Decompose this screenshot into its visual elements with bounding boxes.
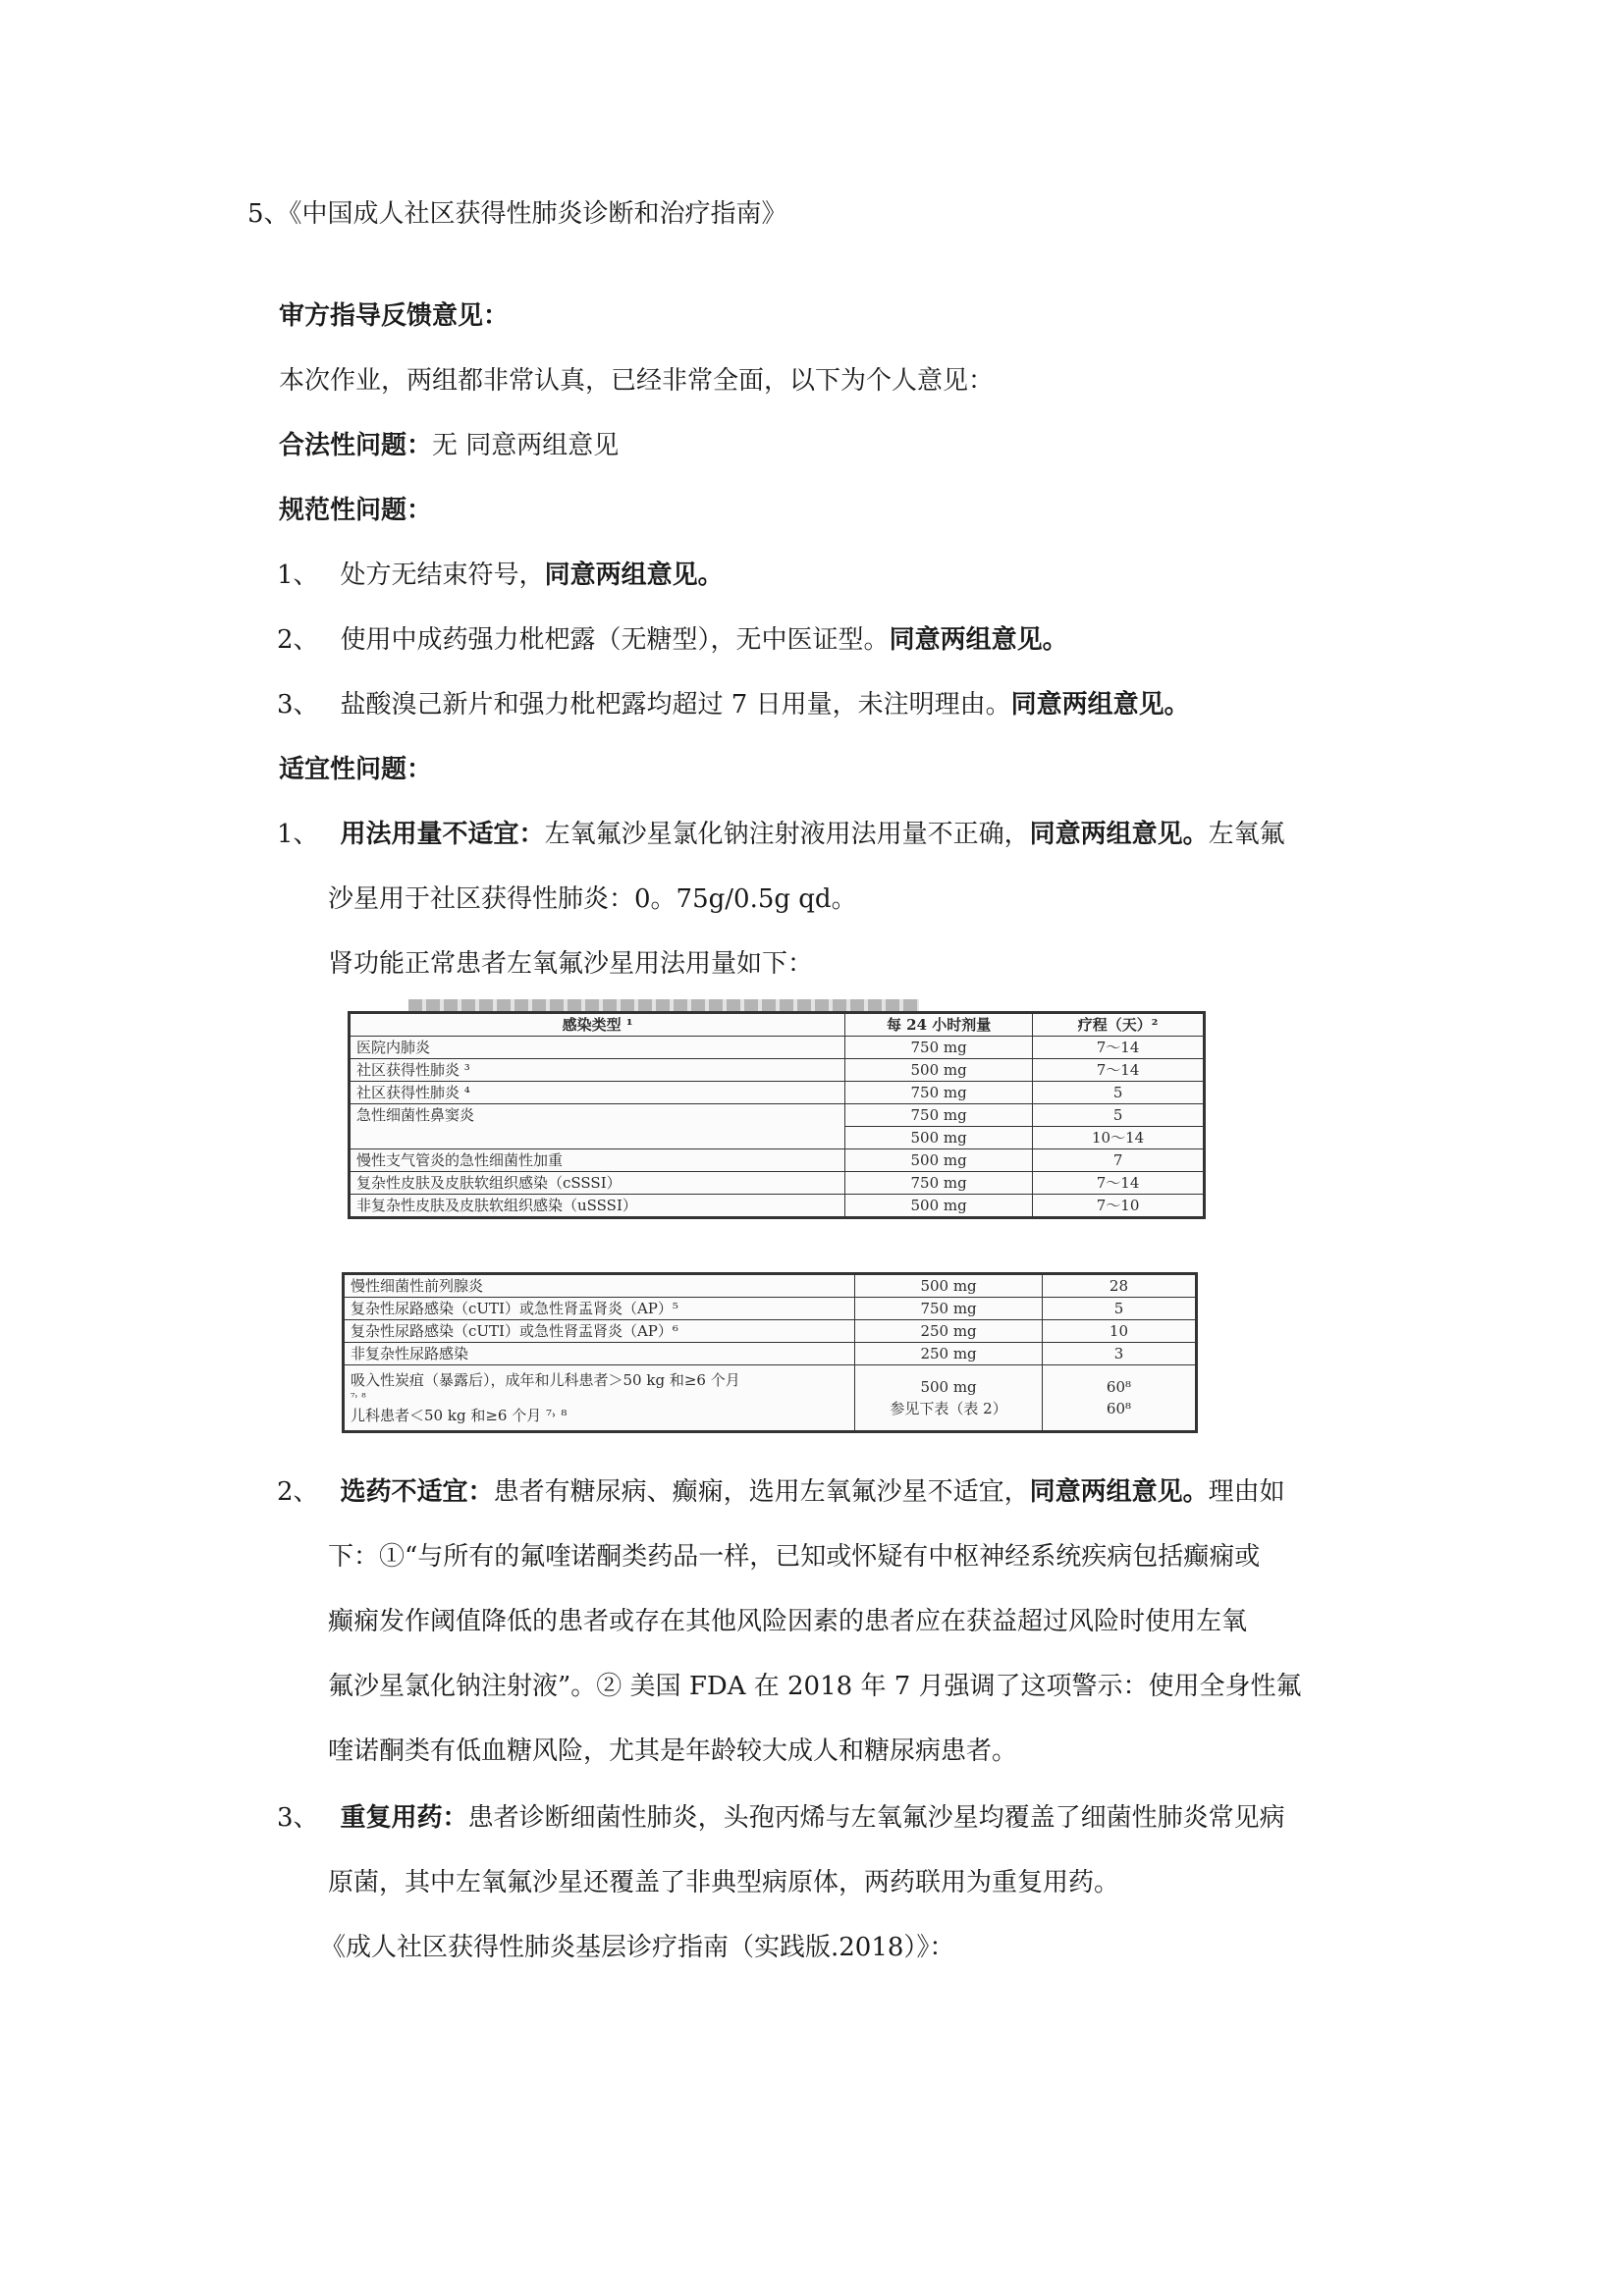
table-cell: 750 mg: [845, 1104, 1033, 1127]
table-cell: 非复杂性皮肤及皮肤软组织感染（uSSSI）: [351, 1195, 845, 1217]
table-cell: 急性细菌性鼻窦炎: [351, 1104, 845, 1149]
suit-item-tail: 理由如: [1208, 1477, 1285, 1507]
table-cell: 复杂性皮肤及皮肤软组织感染（cSSSI）: [351, 1172, 845, 1195]
table-cell: 社区获得性肺炎 ⁴: [351, 1082, 845, 1104]
suit-item-num: 1、: [277, 820, 319, 849]
norm-item-num: 1、: [277, 561, 319, 590]
table-cell: 750 mg: [845, 1082, 1033, 1104]
table-cell: [855, 1365, 1043, 1431]
table-cell: 7～10: [1033, 1195, 1204, 1217]
norm-title: 规范性问题：: [279, 496, 433, 525]
suit-item-2: [277, 1472, 1285, 1512]
norm-item-bold: 同意两组意见。: [889, 625, 1068, 655]
table-cell-line: 60⁸: [1106, 1400, 1132, 1417]
suit-item-text: 患者有糖尿病、癫痫，选用左氧氟沙星不适宜，: [493, 1477, 1030, 1507]
table-cell: 5: [1033, 1082, 1204, 1104]
suit-item-1: [277, 815, 1285, 854]
table-row: [345, 1343, 1196, 1365]
table-row: [345, 1365, 1196, 1431]
norm-item-num: 3、: [277, 690, 319, 720]
table-cell: 复杂性尿路感染（cUTI）或急性肾盂肾炎（AP）⁶: [345, 1320, 855, 1343]
table-cell: 750 mg: [845, 1172, 1033, 1195]
table-cell: 10: [1042, 1320, 1195, 1343]
paragraph-line: 下：①“与所有的氟喹诺酮类药品一样，已知或怀疑有中枢神经系统疾病包括癫痫或: [328, 1542, 1261, 1572]
table-cell: 慢性细菌性前列腺炎: [345, 1275, 855, 1298]
table-row: [345, 1275, 1196, 1298]
paragraph-line: 氟沙星氯化钠注射液”。② 美国 FDA 在 2018 年 7 月强调了这项警示：使用全身性氟: [328, 1672, 1302, 1701]
dosage-table-2: [342, 1272, 1198, 1433]
table-cell: 5: [1042, 1298, 1195, 1320]
legality-label: 合法性问题：: [279, 431, 433, 460]
suit-title: 适宜性问题：: [279, 755, 433, 784]
norm-item-3: [277, 685, 1190, 724]
table-header: 疗程（天）²: [1033, 1014, 1204, 1037]
table-cell: 7: [1033, 1149, 1204, 1172]
table-cell: 非复杂性尿路感染: [345, 1343, 855, 1365]
table-cell-line: 500 mg: [920, 1378, 977, 1396]
norm-item-num: 2、: [277, 625, 319, 655]
norm-item-text: 处方无结束符号，: [340, 561, 545, 590]
table-row: [345, 1298, 1196, 1320]
table-cell: 750 mg: [845, 1037, 1033, 1059]
suit-item-label: 选药不适宜：: [340, 1477, 494, 1507]
suit-item-1-line-2: 沙星用于社区获得性肺炎：0。75g/0.5g qd。: [328, 884, 857, 914]
dosage-table-1: [348, 1011, 1206, 1219]
suit-item-2-body: [328, 1524, 1302, 1784]
table-cell-line: 参见下表（表 2）: [890, 1400, 1007, 1417]
table-cell: 慢性支气管炎的急性细菌性加重: [351, 1149, 845, 1172]
suit-item-bold: 同意两组意见。: [1029, 820, 1209, 849]
table-cell: 250 mg: [855, 1320, 1043, 1343]
table-cell: 3: [1042, 1343, 1195, 1365]
intro-text: 本次作业，两组都非常认真，已经非常全面，以下为个人意见：: [279, 366, 995, 396]
suit-item-label: 重复用药：: [340, 1803, 468, 1833]
suit-item-3: [277, 1798, 1285, 1838]
table-cell-line: 吸入性炭疽（暴露后），成年和儿科患者＞50 kg 和≥6 个月: [351, 1371, 740, 1389]
table-row: [351, 1104, 1204, 1127]
table-header: 每 24 小时剂量: [845, 1014, 1033, 1037]
table-cell: 10～14: [1033, 1127, 1204, 1149]
suit-item-1-line-3: 肾功能正常患者左氧氟沙星用法用量如下：: [328, 949, 814, 979]
table-cell: 28: [1042, 1275, 1195, 1298]
suit-item-text: 患者诊断细菌性肺炎，头孢丙烯与左氧氟沙星均覆盖了细菌性肺炎常见病: [467, 1803, 1285, 1833]
norm-item-1: [277, 556, 724, 595]
table-cell-line: 儿科患者＜50 kg 和≥6 个月 ⁷˒ ⁸: [351, 1407, 568, 1424]
table-cell-line: 60⁸: [1106, 1378, 1132, 1396]
paragraph-line: 癫痫发作阈值降低的患者或存在其他风险因素的患者应在获益超过风险时使用左氧: [328, 1607, 1248, 1636]
table-row: [351, 1195, 1204, 1217]
table-cell: 复杂性尿路感染（cUTI）或急性肾盂肾炎（AP）⁵: [345, 1298, 855, 1320]
table-row: [351, 1172, 1204, 1195]
table-cell: 7～14: [1033, 1037, 1204, 1059]
suit-item-tail: 左氧氟: [1208, 820, 1285, 849]
table-cell-line: ⁷˒ ⁸: [351, 1391, 366, 1404]
scan-smudge: [408, 999, 919, 1011]
table-row: [351, 1082, 1204, 1104]
document-heading: 5、《中国成人社区获得性肺炎诊断和治疗指南》: [247, 199, 787, 229]
table-header: 感染类型 ¹: [351, 1014, 845, 1037]
table-cell: 医院内肺炎: [351, 1037, 845, 1059]
table-cell: 500 mg: [845, 1059, 1033, 1082]
norm-item-bold: 同意两组意见。: [544, 561, 724, 590]
norm-item-bold: 同意两组意见。: [1010, 690, 1190, 720]
suit-item-bold: 同意两组意见。: [1029, 1477, 1209, 1507]
table-cell: 500 mg: [845, 1195, 1033, 1217]
table-header-row: [351, 1014, 1204, 1037]
suit-item-3-line-2: 原菌，其中左氧氟沙星还覆盖了非典型病原体，两药联用为重复用药。: [328, 1868, 1120, 1897]
suit-item-label: 用法用量不适宜：: [340, 820, 545, 849]
table-cell: 500 mg: [845, 1127, 1033, 1149]
table-cell: 7～14: [1033, 1059, 1204, 1082]
table-row: [351, 1059, 1204, 1082]
norm-item-2: [277, 620, 1068, 660]
table-row: [351, 1149, 1204, 1172]
suit-item-text: 左氧氟沙星氯化钠注射液用法用量不正确，: [544, 820, 1030, 849]
feedback-title: 审方指导反馈意见：: [279, 301, 510, 331]
table-cell: [1042, 1365, 1195, 1431]
suit-item-num: 2、: [277, 1477, 319, 1507]
suit-item-3-line-3: 《成人社区获得性肺炎基层诊疗指南（实践版.2018）》：: [320, 1933, 955, 1962]
table-cell: 500 mg: [845, 1149, 1033, 1172]
table-cell: [345, 1365, 855, 1431]
legality-line: [279, 426, 619, 465]
norm-item-text: 使用中成药强力枇杷露（无糖型），无中医证型。: [340, 625, 890, 655]
table-row: [351, 1037, 1204, 1059]
legality-text: 无 同意两组意见: [432, 431, 620, 460]
table-cell: 750 mg: [855, 1298, 1043, 1320]
table-cell: 社区获得性肺炎 ³: [351, 1059, 845, 1082]
table-cell: 5: [1033, 1104, 1204, 1127]
table-cell: 500 mg: [855, 1275, 1043, 1298]
table-row: [345, 1320, 1196, 1343]
suit-item-num: 3、: [277, 1803, 319, 1833]
norm-item-text: 盐酸溴己新片和强力枇杷露均超过 7 日用量，未注明理由。: [340, 690, 1011, 720]
paragraph-line: 喹诺酮类有低血糖风险，尤其是年龄较大成人和糖尿病患者。: [328, 1736, 1018, 1766]
table-cell: 7～14: [1033, 1172, 1204, 1195]
table-cell: 250 mg: [855, 1343, 1043, 1365]
